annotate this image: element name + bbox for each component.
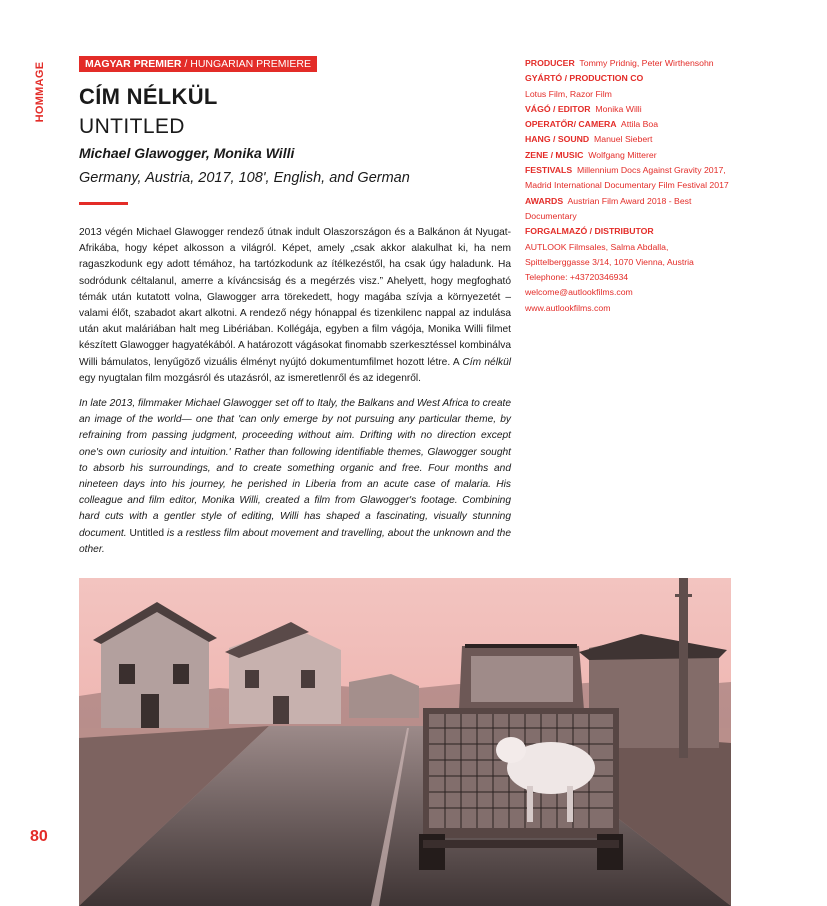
premiere-badge-en: HUNGARIAN PREMIERE: [190, 58, 311, 70]
credit-camera-label: OPERATŐR/ CAMERA: [525, 119, 617, 130]
credit-distributor-email[interactable]: welcome@autlookfilms.com: [525, 287, 633, 298]
credit-distributor-web[interactable]: www.autlookfilms.com: [525, 302, 611, 313]
credit-production: [525, 71, 730, 102]
film-still: [79, 578, 731, 906]
credit-camera: [525, 117, 730, 132]
credit-festivals: [525, 163, 730, 194]
synopsis-hu-title: Cím nélkül: [462, 356, 512, 368]
credit-production-value: Lotus Film, Razor Film: [525, 88, 612, 99]
credit-distributor-line2: Spittelberggasse 3/14, 1070 Vienna, Austria: [525, 256, 694, 267]
premiere-badge-hu: MAGYAR PREMIER: [85, 58, 182, 70]
credit-production-label: GYÁRTÓ / PRODUCTION CO: [525, 73, 644, 84]
credit-producer: [525, 56, 730, 71]
credit-awards-value: Austrian Film Award 2018 - Best Documentary: [525, 195, 692, 221]
film-meta: Germany, Austria, 2017, 108', English, and German: [79, 170, 410, 186]
credit-festivals-label: FESTIVALS: [525, 165, 573, 176]
credit-sound: [525, 132, 730, 147]
credit-festivals-value: Millennium Docs Against Gravity 2017, Madrid International Documentary Film Festival 2017: [525, 165, 729, 191]
film-title-english: UNTITLED: [79, 115, 185, 138]
credit-sound-label: HANG / SOUND: [525, 134, 590, 145]
section-tag-label: HOMMAGE: [34, 61, 46, 123]
credit-sound-value: Manuel Siebert: [594, 134, 653, 145]
credit-editor-label: VÁGÓ / EDITOR: [525, 103, 591, 114]
credit-producer-value: Tommy Pridnig, Peter Wirthensohn: [579, 58, 714, 68]
synopsis-hu-text-1: 2013 végén Michael Glawogger rendező útnak indult Olaszországon és a Balkánon át Nyugat-Afrikába, hogy képet alkosson a világról. Képet, amely „csak akkor alakulhat ki, ha nem ragaszkodunk egy adott témához, ha tartózkodunk az ítélkezéstől, ha csak úgy haladunk. Ha sodródunk céltalanul, amerre a kíváncsiság és a megérzés visz.” Ahelyett, hogy megfogható témák után kutatott volna, Glawogger arra törekedett, hogy magába szívja a környezetét – valami élőt, szabadot akart alkotni. A rendező négy hónappal és tizenkilenc nappal az indulása után akut maláriában halt meg Libériában. Kollégája, egyben a film vágója, Monika Willi filmet készített Glawogger hagyatékából. A határozott vágásokat finomabb szerkesztéssel kombinálva Willi bámulatos, lenyűgöző vizuális élményt nyújtó dokumentumfilmet hozott létre. A: [79, 227, 511, 368]
synopsis-en-title: Untitled: [129, 527, 165, 539]
synopsis-en-text-1: In late 2013, filmmaker Michael Glawogger set off to Italy, the Balkans and West Africa to create an image of the world— one that 'can only emerge by not pursuing any particular theme, by refraining from passing judgment, proceeding without aim. Drifting with no direction except one's own curiosity and intuition.' Rather than following identifiable themes, Glawogger sought to absorb his surroundings, and to create something organic and free. Four months and nineteen days into his journey, he perished in Liberia from an acute case of malaria. His colleague and film editor, Monika Willi, created a film from Glawogger's footage. Combining hard cuts with a gentler style of editing, Willi has shaped a fascinating, visually stunning document.: [79, 398, 511, 539]
credit-distributor-phone: Telephone: +43720346934: [525, 272, 629, 283]
synopsis-hungarian: [79, 225, 511, 387]
credit-editor-value: Monika Willi: [595, 103, 642, 114]
credit-music-label: ZENE / MUSIC: [525, 149, 584, 160]
film-title-hungarian: CÍM NÉLKÜL: [79, 84, 218, 109]
synopsis-english: [79, 396, 511, 558]
credit-music-value: Wolfgang Mitterer: [588, 149, 657, 160]
credit-distributor: [525, 224, 730, 316]
credit-music: [525, 148, 730, 163]
credit-awards: [525, 194, 730, 225]
premiere-badge: [79, 56, 317, 72]
credit-editor: [525, 102, 730, 117]
credit-awards-label: AWARDS: [525, 195, 564, 206]
credits-column: [525, 56, 730, 316]
page-number: 80: [30, 828, 48, 845]
credit-camera-value: Attila Boa: [620, 119, 659, 130]
film-still-image: [79, 578, 731, 906]
synopsis-hu-text-2: egy nyugtalan film mozgásról és utazásról, az ismeretlenről és az idegenről.: [79, 372, 422, 384]
film-directors: Michael Glawogger, Monika Willi: [79, 145, 295, 161]
title-divider: [79, 202, 128, 205]
synopsis-en-text-2: is a restless film about movement and travelling, about the unknown and the other.: [79, 527, 511, 555]
credit-distributor-label: FORGALMAZÓ / DISTRIBUTOR: [525, 226, 654, 237]
credit-producer-label: PRODUCER: [525, 58, 575, 68]
section-tag: [30, 58, 50, 128]
credit-distributor-line1: AUTLOOK Filmsales, Salma Abdalla,: [525, 241, 669, 252]
premiere-badge-separator: /: [181, 58, 191, 70]
